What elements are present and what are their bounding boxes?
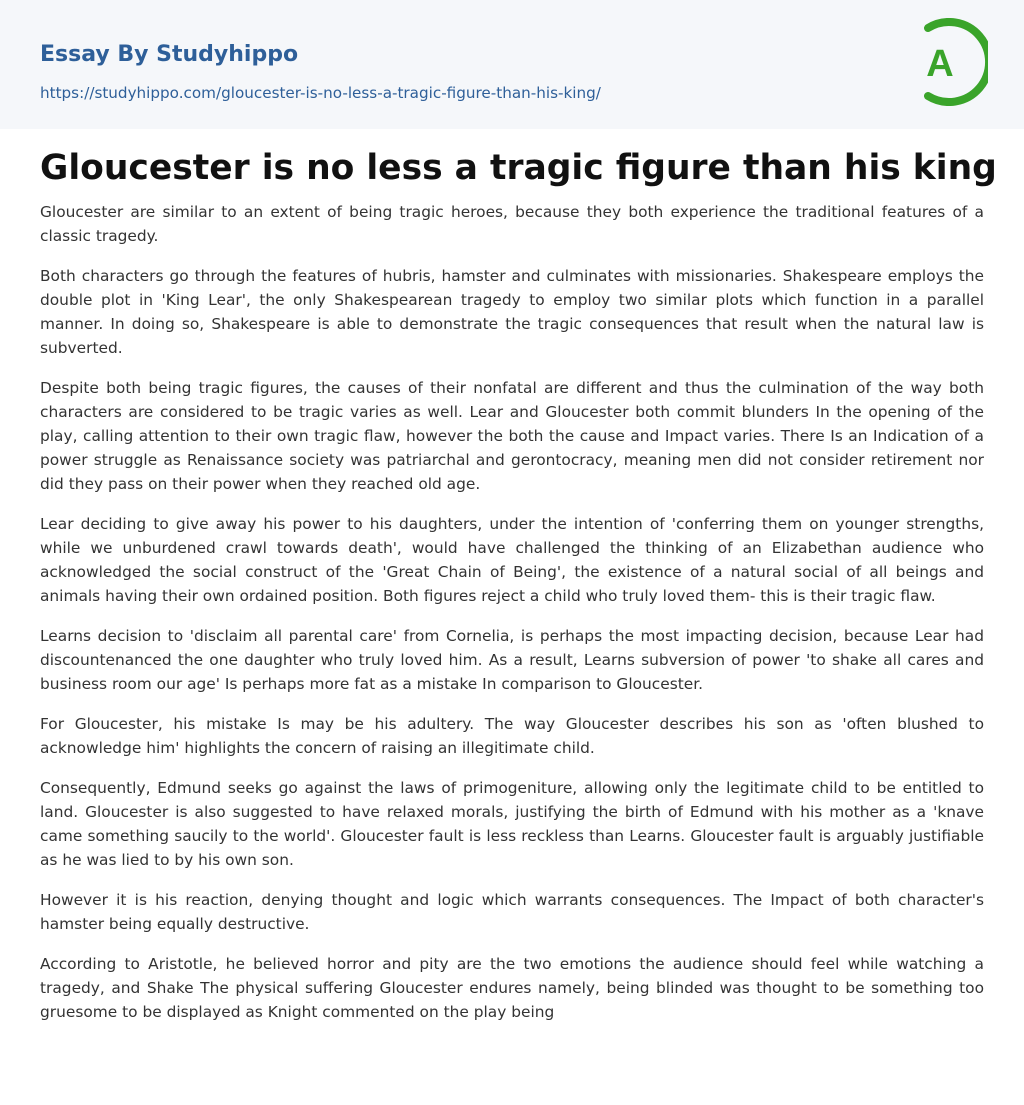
logo-letter: A xyxy=(926,43,954,85)
paragraph: Consequently, Edmund seeks go against the laws of primogeniture, allowing only the legitimate child to be entitled to land. Gloucester is also suggested to have relaxed morals, justifying the birth of Edmund with his mother as a 'knave came something saucily to the world'. Gloucester fault is less reckless than Learns. Gloucester fault is arguably justifiable as he was lied to by his own son. xyxy=(40,779,984,869)
paragraph: Lear deciding to give away his power to his daughters, under the intention of 'conferring them on younger strengths, while we unburdened crawl towards death', would have challenged the thinking of an Elizabethan audience who acknowledged the social construct of the 'Great Chain of Being', the existence of a natural social of all beings and animals having their own ordained position. Both figures reject a child who truly loved them- this is their tragic flaw. xyxy=(40,515,984,605)
essay-url-link[interactable]: https://studyhippo.com/gloucester-is-no-less-a-tragic-figure-than-his-king/ xyxy=(40,84,601,102)
site-header xyxy=(0,0,1024,129)
paragraph: Despite both being tragic figures, the causes of their nonfatal are different and thus the culmination of the way both characters are considered to be tragic varies as well. Lear and Gloucester both commit blunders In the opening of the play, calling attention to their own tragic flaw, however the both the cause and Impact varies. There Is an Indication of a power struggle as Renaissance society was patriarchal and gerontocracy, meaning men did not consider retirement nor did they pass on their power when they reached old age. xyxy=(40,379,984,493)
paragraph: Gloucester are similar to an extent of being tragic heroes, because they both experience the traditional features of a classic tragedy. xyxy=(40,203,984,245)
paragraph: For Gloucester, his mistake Is may be his adultery. The way Gloucester describes his son as 'often blushed to acknowledge him' highlights the concern of raising an illegitimate child. xyxy=(40,715,984,757)
paragraph: According to Aristotle, he believed horror and pity are the two emotions the audience should feel while watching a tragedy, and Shake The physical suffering Gloucester endures namely, being blinded was thought to be something too gruesome to be displayed as Knight commented on the play being xyxy=(40,955,984,1021)
paragraph: Learns decision to 'disclaim all parental care' from Cornelia, is perhaps the most impacting decision, because Lear had discountenanced the one daughter who truly loved him. As a result, Learns subversion of power 'to shake all cares and business room our age' Is perhaps more fat as a mistake In comparison to Gloucester. xyxy=(40,627,984,693)
brand-title[interactable]: Essay By Studyhippo xyxy=(40,42,299,67)
page-title: Gloucester is no less a tragic figure than his king xyxy=(40,148,997,188)
paragraph: Both characters go through the features of hubris, hamster and culminates with missionaries. Shakespeare employs the double plot in 'King Lear', the only Shakespearean tragedy to employ two similar plots which function in a parallel manner. In doing so, Shakespeare is able to demonstrate the tragic consequences that result when the natural law is subverted. xyxy=(40,267,984,357)
paragraph: However it is his reaction, denying thought and logic which warrants consequences. The Impact of both character's hamster being equally destructive. xyxy=(40,891,984,933)
article xyxy=(40,145,997,1040)
studyhippo-logo-icon[interactable] xyxy=(912,18,988,106)
